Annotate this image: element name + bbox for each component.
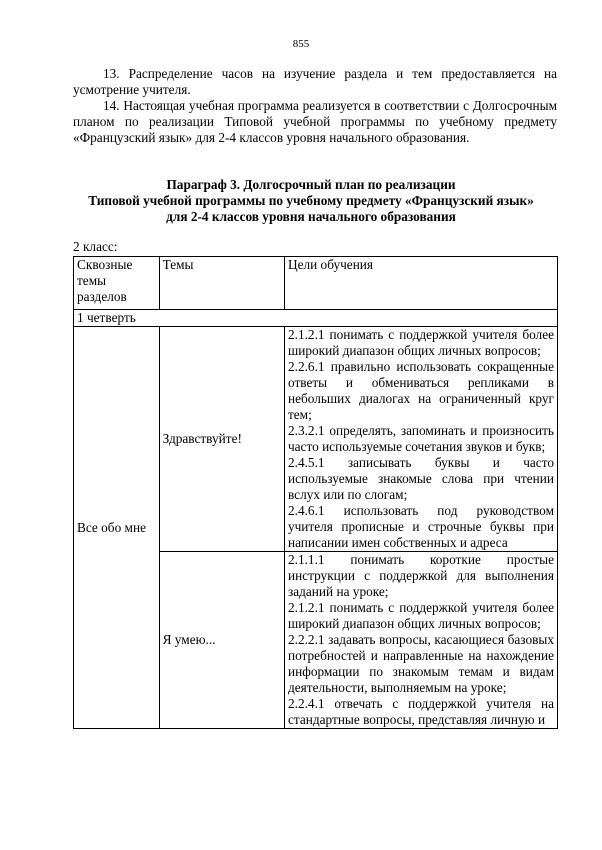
paragraph-14: 14. Настоящая учебная программа реализуется в соответствии с Долгосрочным планом по реализации Типовой учебной программы по учебному предмету «Французский язык» для 2-4 классов уровня начального образования. — [73, 98, 557, 145]
table-header-row — [74, 257, 558, 310]
topic-cell: Я умею... — [159, 552, 284, 729]
header-cross-cutting-themes: Сквозные темы разделов — [74, 257, 160, 310]
quarter-label: 1 четверть — [74, 310, 558, 327]
heading-line-1: Параграф 3. Долгосрочный план по реализации — [166, 177, 456, 192]
heading-line-3: для 2-4 классов уровня начального образования — [166, 209, 456, 224]
heading-line-2: Типовой учебной программы по учебному предмету «Французский язык» — [88, 193, 534, 208]
objective-item: 2.2.4.1 отвечать с поддержкой учителя на стандартные вопросы, представляя личную и — [287, 696, 554, 727]
objectives-cell — [284, 327, 557, 552]
header-topics: Темы — [159, 257, 284, 310]
objective-item: 2.4.6.1 использовать под руководством учителя прописные и строчные буквы при написании имен собственных и адреса — [287, 503, 554, 550]
page-number: 855 — [292, 38, 310, 50]
table-row — [74, 327, 558, 552]
objective-item: 2.1.1.1 понимать короткие простые инструкции с поддержкой для выполнения заданий на уроке; — [287, 552, 554, 599]
objective-item: 2.1.2.1 понимать с поддержкой учителя более широкий диапазон общих личных вопросов; — [287, 327, 554, 358]
long-term-plan-table — [73, 256, 558, 729]
quarter-row — [74, 310, 558, 327]
objectives-cell — [284, 552, 557, 729]
objective-item: 2.3.2.1 определять, запоминать и произносить часто используемые сочетания звуков и букв; — [287, 423, 554, 454]
section-cell: Все обо мне — [74, 327, 160, 729]
objective-item: 2.4.5.1 записывать буквы и часто используемые знакомые слова при чтении вслух или по слогам; — [287, 455, 554, 502]
paragraph-13: 13. Распределение часов на изучение раздела и тем предоставляется на усмотрение учителя. — [73, 66, 557, 97]
section-heading — [60, 177, 562, 225]
objective-item: 2.1.2.1 понимать с поддержкой учителя более широкий диапазон общих личных вопросов; — [287, 600, 554, 631]
objective-item: 2.2.2.1 задавать вопросы, касающиеся базовых потребностей и направленные на нахождение информации по знакомым темам и видам деятельности, выполняемым на уроке; — [287, 632, 554, 695]
header-learning-objectives: Цели обучения — [284, 257, 557, 310]
topic-cell: Здравствуйте! — [159, 327, 284, 552]
objective-item: 2.2.6.1 правильно использовать сокращенные ответы и обмениваться репликами в небольших диалогах на ограниченный круг тем; — [287, 359, 554, 422]
grade-label: 2 класс: — [73, 239, 118, 254]
